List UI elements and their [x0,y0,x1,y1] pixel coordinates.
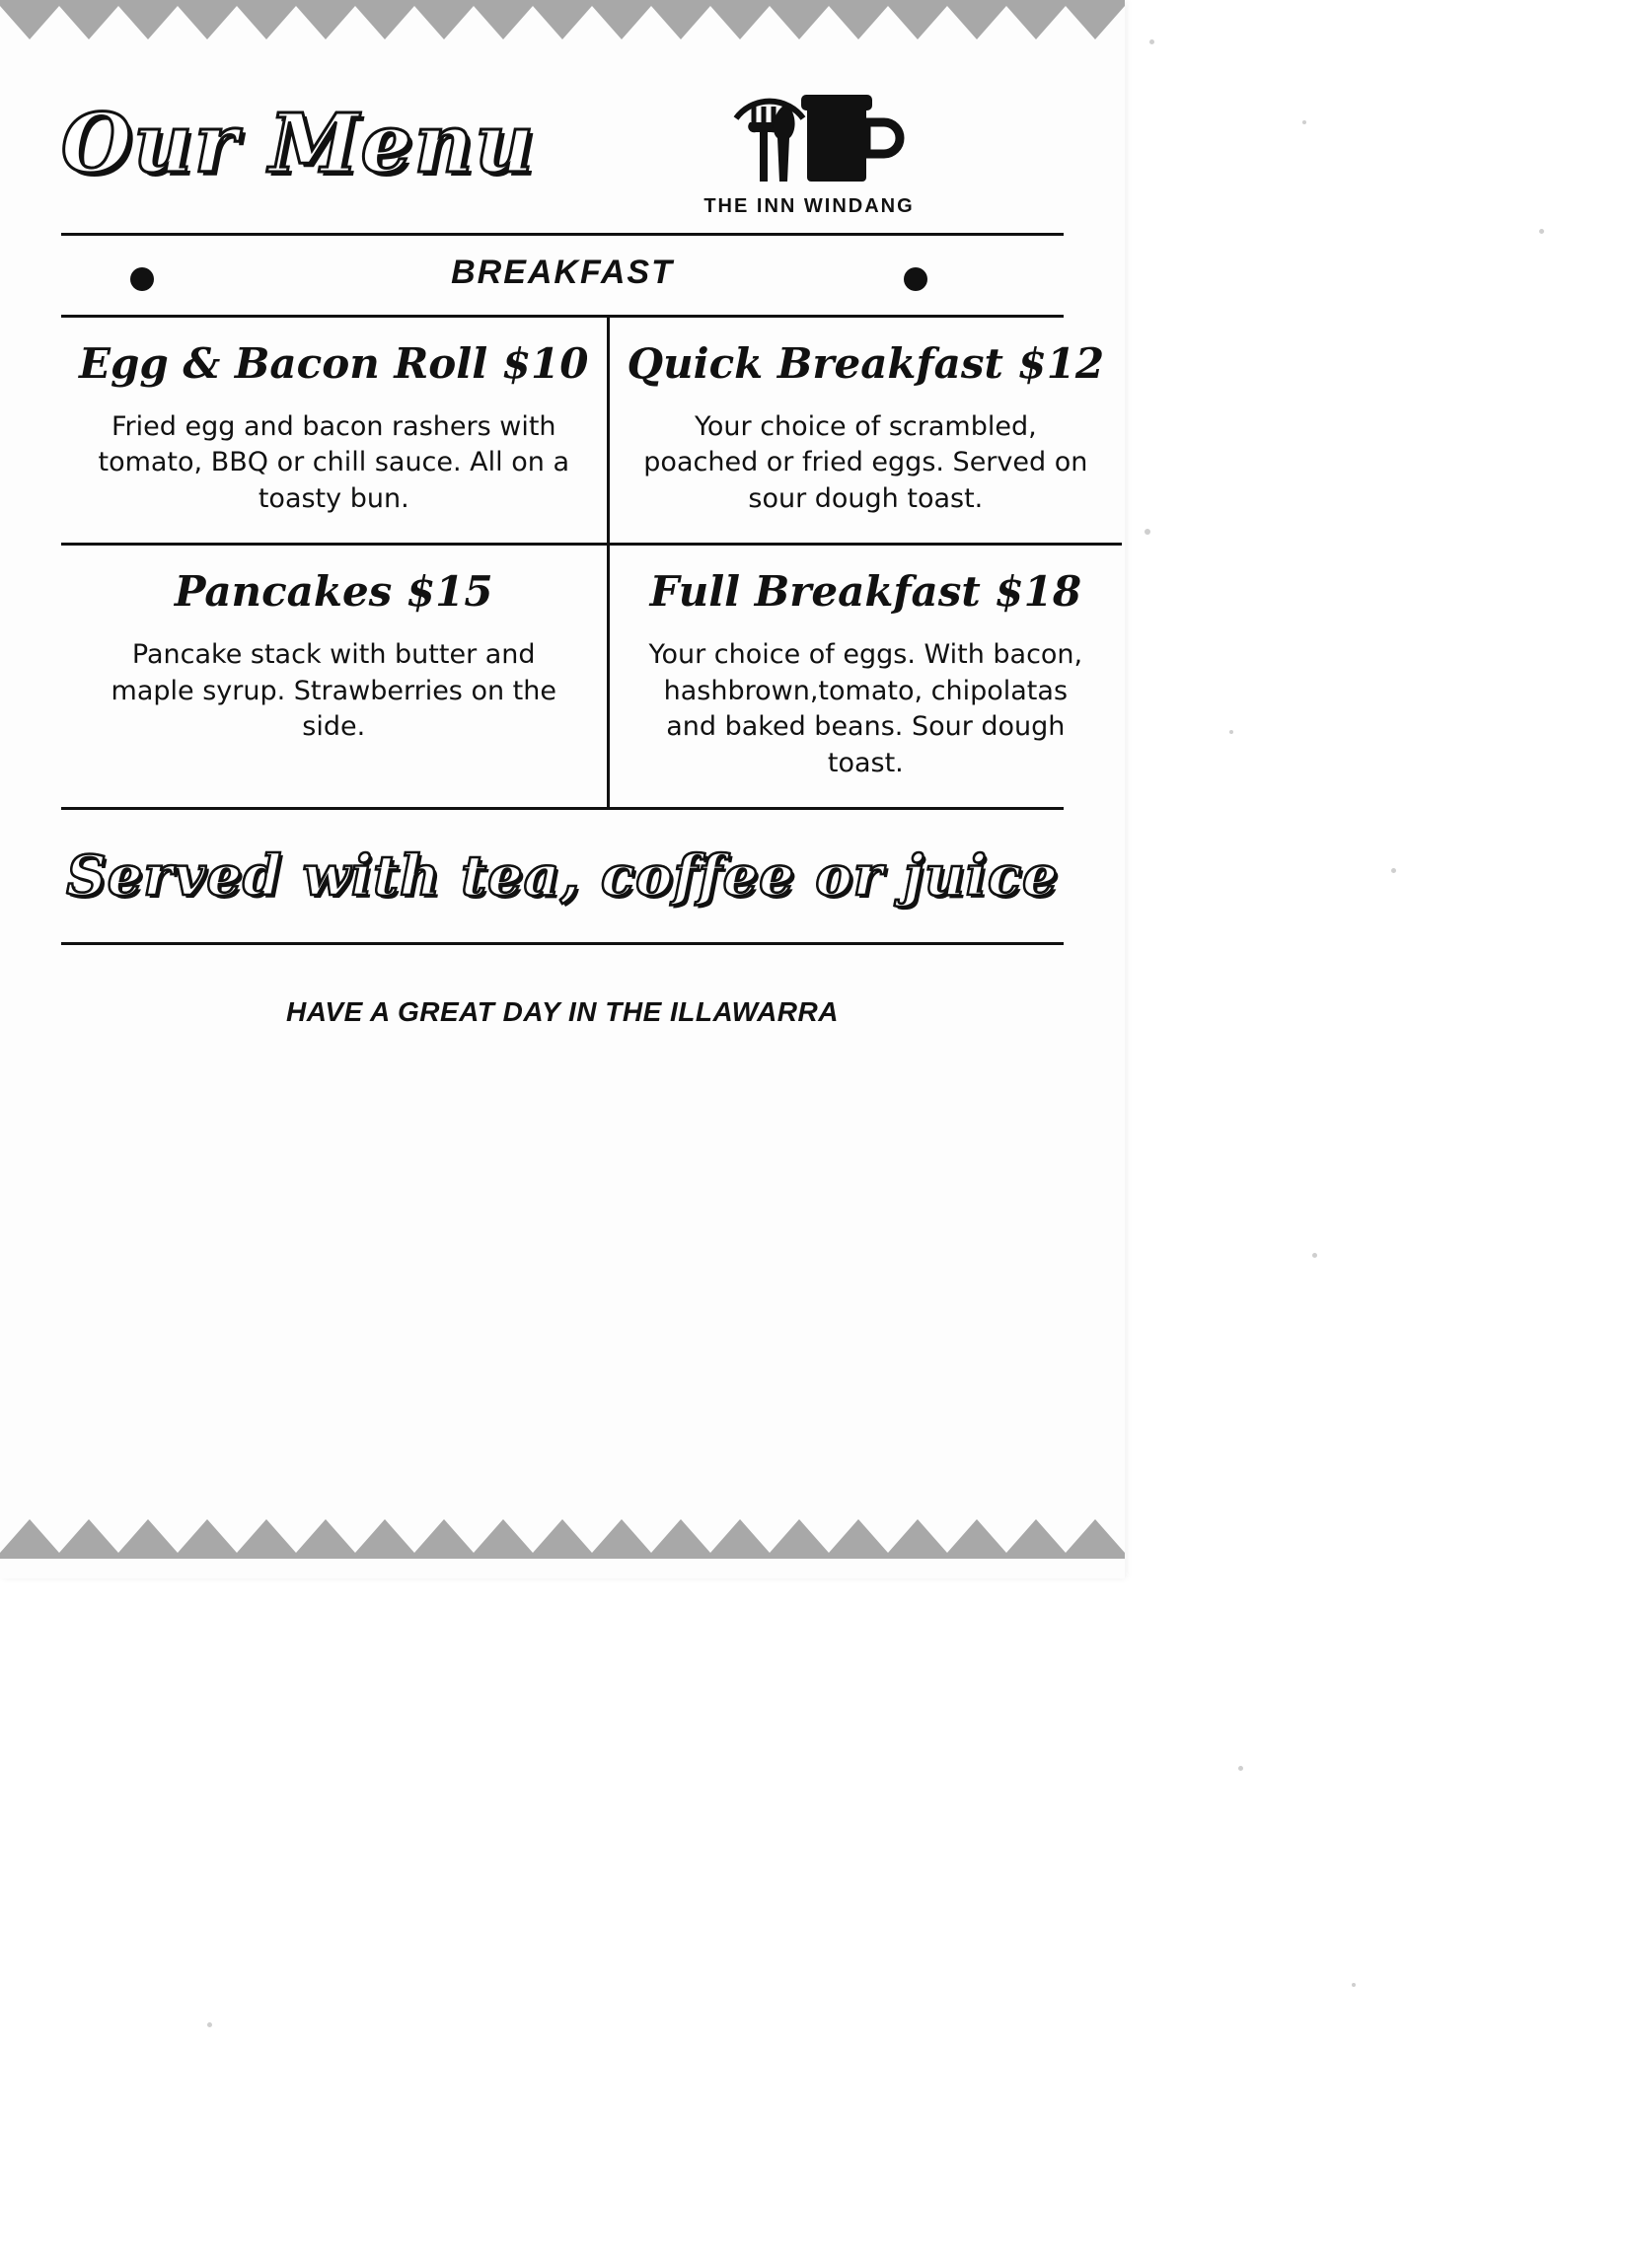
scan-speck [1149,39,1154,44]
scan-margin-bottom [0,1578,1125,2268]
menu-item [61,318,610,546]
brand-name: THE INN WINDANG [703,195,915,217]
menu-item-description: Your choice of scrambled, poached or fried eggs. Served on sour dough toast. [643,411,1088,514]
menu-item-name: Quick Breakfast $12 [627,339,1105,388]
menu-item-description: Fried egg and bacon rashers with tomato, BBQ or chill sauce. All on a toasty bun. [98,411,569,514]
menu-item-description: Your choice of eggs. With bacon, hashbrown,tomato, chipolatas and baked beans. Sour dough toast. [648,639,1083,778]
scanned-menu-page [0,0,1125,1578]
menu-item-name: Pancakes $15 [174,567,493,617]
scan-speck [1229,730,1233,734]
served-rule-top [61,807,1064,810]
scan-speck [1539,229,1544,234]
served-with-banner: Served with tea, coffee or juice [66,843,1059,910]
scan-speck [1312,1253,1317,1258]
scan-speck [1391,868,1396,873]
footer-message: HAVE A GREAT DAY IN THE ILLAWARRA [286,996,839,1028]
scan-speck [207,2022,212,2027]
menu-body [0,36,1125,1525]
zigzag-border-top [0,0,1125,39]
zigzag-bottom-shape [0,1519,1125,1559]
menu-item [61,546,610,807]
menu-item-description: Pancake stack with butter and maple syrup. Strawberries on the side. [111,639,556,743]
zigzag-top-shape [0,0,1125,39]
menu-item [610,546,1123,807]
page-title: Our Menu [61,97,536,191]
filled-circle-icon-right [904,267,927,291]
menu-item-name: Egg & Bacon Roll $10 [79,339,589,388]
section-band [0,236,1125,315]
brand-logo [691,75,927,243]
scan-speck [1302,120,1306,124]
menu-items-grid [61,318,1105,807]
served-rule-bottom [61,942,1064,945]
menu-item-name: Full Breakfast $18 [649,567,1082,617]
menu-header [0,36,1125,233]
scan-margin-right [1125,0,1626,2268]
zigzag-border-bottom [0,1519,1125,1559]
scan-speck [1352,1983,1356,1987]
scan-speck [1145,529,1150,535]
section-title: BREAKFAST [451,254,674,291]
beer-mug-and-cutlery-icon [691,75,927,203]
menu-item [610,318,1123,546]
scan-speck [1238,1766,1243,1771]
